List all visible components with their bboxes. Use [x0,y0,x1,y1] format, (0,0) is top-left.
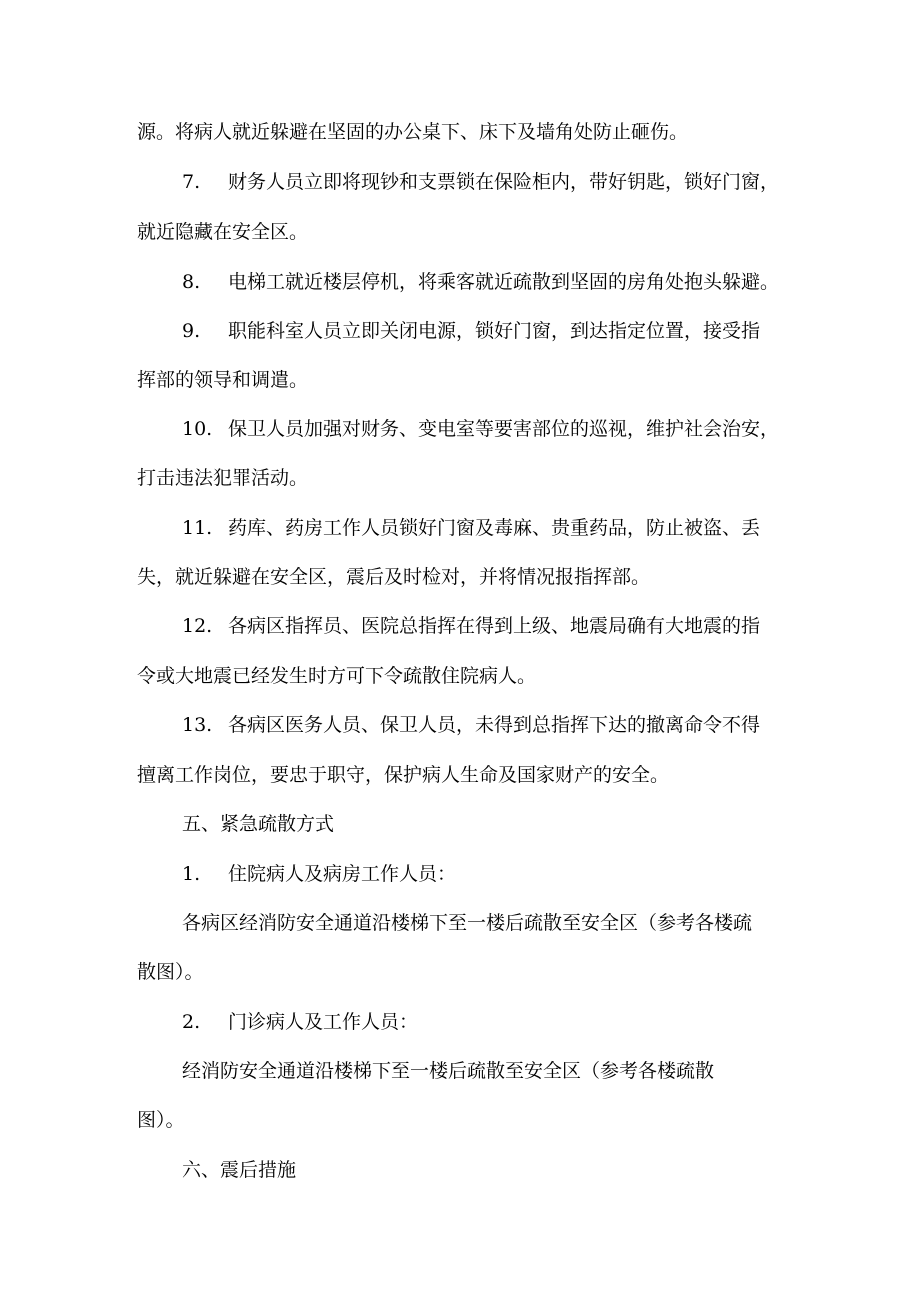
body-line [182,910,752,936]
line-text: 失，就近躲避在安全区，震后及时检对，并将情况报指挥部。 [137,566,651,588]
body-line [137,762,669,788]
line-text: 五、紧急疏散方式 [182,813,335,835]
body-line [137,119,688,145]
body-line [137,564,650,590]
item-number: 11. [182,517,213,539]
line-text: 电梯工就近楼层停机，将乘客就近疏散到坚固的房角处抱头躲避。 [228,271,780,293]
line-text: 财务人员立即将现钞和支票锁在保险柜内，带好钥匙，锁好门窗， [228,171,780,193]
line-text: 各病区经消防安全通道沿楼梯下至一楼后疏散至安全区（参考各楼疏 [182,912,753,934]
item-number: 7. [182,171,201,193]
body-line [137,219,308,245]
item-number: 10. [182,418,213,440]
item-number: 13. [182,714,213,736]
body-line [182,1058,714,1084]
list-item-8 [182,269,779,295]
line-text: 职能科室人员立即关闭电源，锁好门窗，到达指定位置，接受指 [228,320,761,342]
line-text: 各病区指挥员、医院总指挥在得到上级、地震局确有大地震的指 [228,615,761,637]
line-text: 散图）。 [137,961,204,983]
line-text: 令或大地震已经发生时方可下令疏散住院病人。 [137,665,537,687]
line-text: 各病区医务人员、保卫人员，未得到总指挥下达的撤离命令不得 [228,714,761,736]
line-text: 就近隐藏在安全区。 [137,221,309,243]
body-line [137,663,536,689]
line-text: 保卫人员加强对财务、变电室等要害部位的巡视，维护社会治安， [228,418,780,440]
line-text: 六、震后措施 [182,1159,297,1181]
line-text: 擅离工作岗位，要忠于职守，保护病人生命及国家财产的安全。 [137,764,670,786]
item-number: 9. [182,320,201,342]
body-line [137,959,204,985]
line-text: 源。将病人就近躲避在坚固的办公桌下、床下及墙角处防止砸伤。 [137,121,689,143]
line-text: 门诊病人及工作人员： [228,1011,419,1033]
list-item-12 [182,613,760,639]
list-item-7 [182,169,779,195]
line-text: 药库、药房工作人员锁好门窗及毒麻、贵重药品，防止被盗、丢 [228,517,761,539]
line-text: 图）。 [137,1109,185,1131]
list-item-13 [182,712,760,738]
body-line [137,367,308,393]
item-number: 1. [182,863,201,885]
section-heading [182,811,334,837]
line-text: 挥部的领导和调遣。 [137,369,309,391]
section-heading [182,1157,296,1183]
item-number: 2. [182,1011,201,1033]
line-text: 经消防安全通道沿楼梯下至一楼后疏散至安全区（参考各楼疏散 [182,1060,715,1082]
item-number: 12. [182,615,213,637]
list-item-10 [182,416,779,442]
list-item-1 [182,861,456,887]
line-text: 住院病人及病房工作人员： [228,863,457,885]
list-item-9 [182,318,760,344]
line-text: 打击违法犯罪活动。 [137,467,309,489]
item-number: 8. [182,271,201,293]
body-line [137,1107,185,1133]
list-item-11 [182,515,760,541]
list-item-2 [182,1009,418,1035]
body-line [137,465,308,491]
